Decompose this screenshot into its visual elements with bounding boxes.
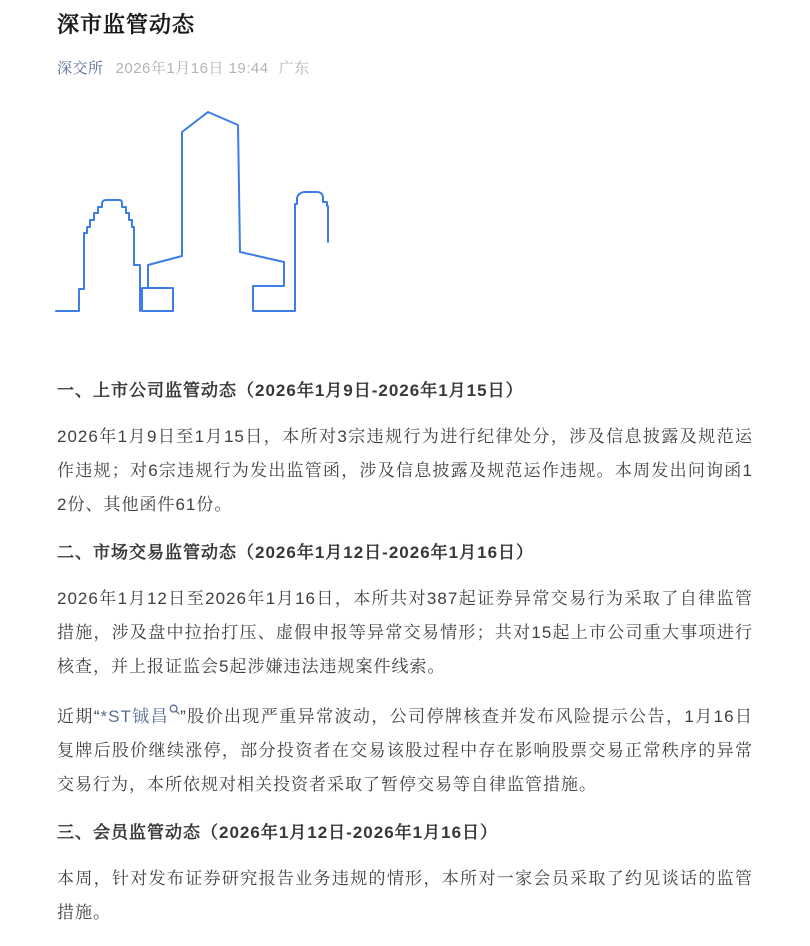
section-heading-members: 三、会员监管动态（2026年1月12日-2026年1月16日） [57, 823, 499, 842]
paragraph-listed-companies: 2026年1月9日至1月15日，本所对3宗违规行为进行纪律处分，涉及信息披露及规范运作违规；对6宗违规行为发出监管函，涉及信息披露及规范运作违规。本周发出问询函12份、其他函件61份。 [57, 427, 753, 514]
stock-name: *ST铖昌 [100, 707, 170, 726]
byline [57, 59, 753, 79]
publish-location: 广东 [278, 60, 310, 77]
paragraph-market-trading: 2026年1月12日至2026年1月16日，本所共对387起证券异常交易行为采取了自律监管措施，涉及盘中拉抬打压、虚假申报等异常交易情形；共对15起上市公司重大事项进行核查，并上报证监会5起涉嫌违法违规案件线索。 [57, 589, 753, 676]
publish-datetime: 2026年1月16日 19:44 [115, 60, 269, 77]
city-skyline-icon [50, 95, 340, 320]
paragraph-members: 本周，针对发布证券研究报告业务违规的情形，本所对一家会员采取了约见谈话的监管措施。 [57, 869, 753, 922]
city-skyline-illustration [50, 95, 340, 320]
stock-paragraph-prefix: 近期“ [57, 707, 101, 726]
page-title: 深市监管动态 [57, 12, 196, 37]
stock-link[interactable] [101, 707, 181, 726]
paragraph-stock-alert [57, 700, 753, 802]
stock-paragraph-suffix: ”股价出现严重异常波动，公司停牌核查并发布风险提示公告，1月16日复牌后股价继续涨停，部分投资者在交易该股过程中存在影响股票交易正常秩序的异常交易行为，本所依规对相关投资者采取了暂停交易等自律监管措施。 [57, 707, 753, 794]
stock-search-icon [169, 704, 180, 715]
section-heading-market-trading: 二、市场交易监管动态（2026年1月12日-2026年1月16日） [57, 543, 535, 562]
section-heading-listed-companies: 一、上市公司监管动态（2026年1月9日-2026年1月15日） [57, 381, 524, 400]
author-link[interactable]: 深交所 [57, 60, 104, 77]
